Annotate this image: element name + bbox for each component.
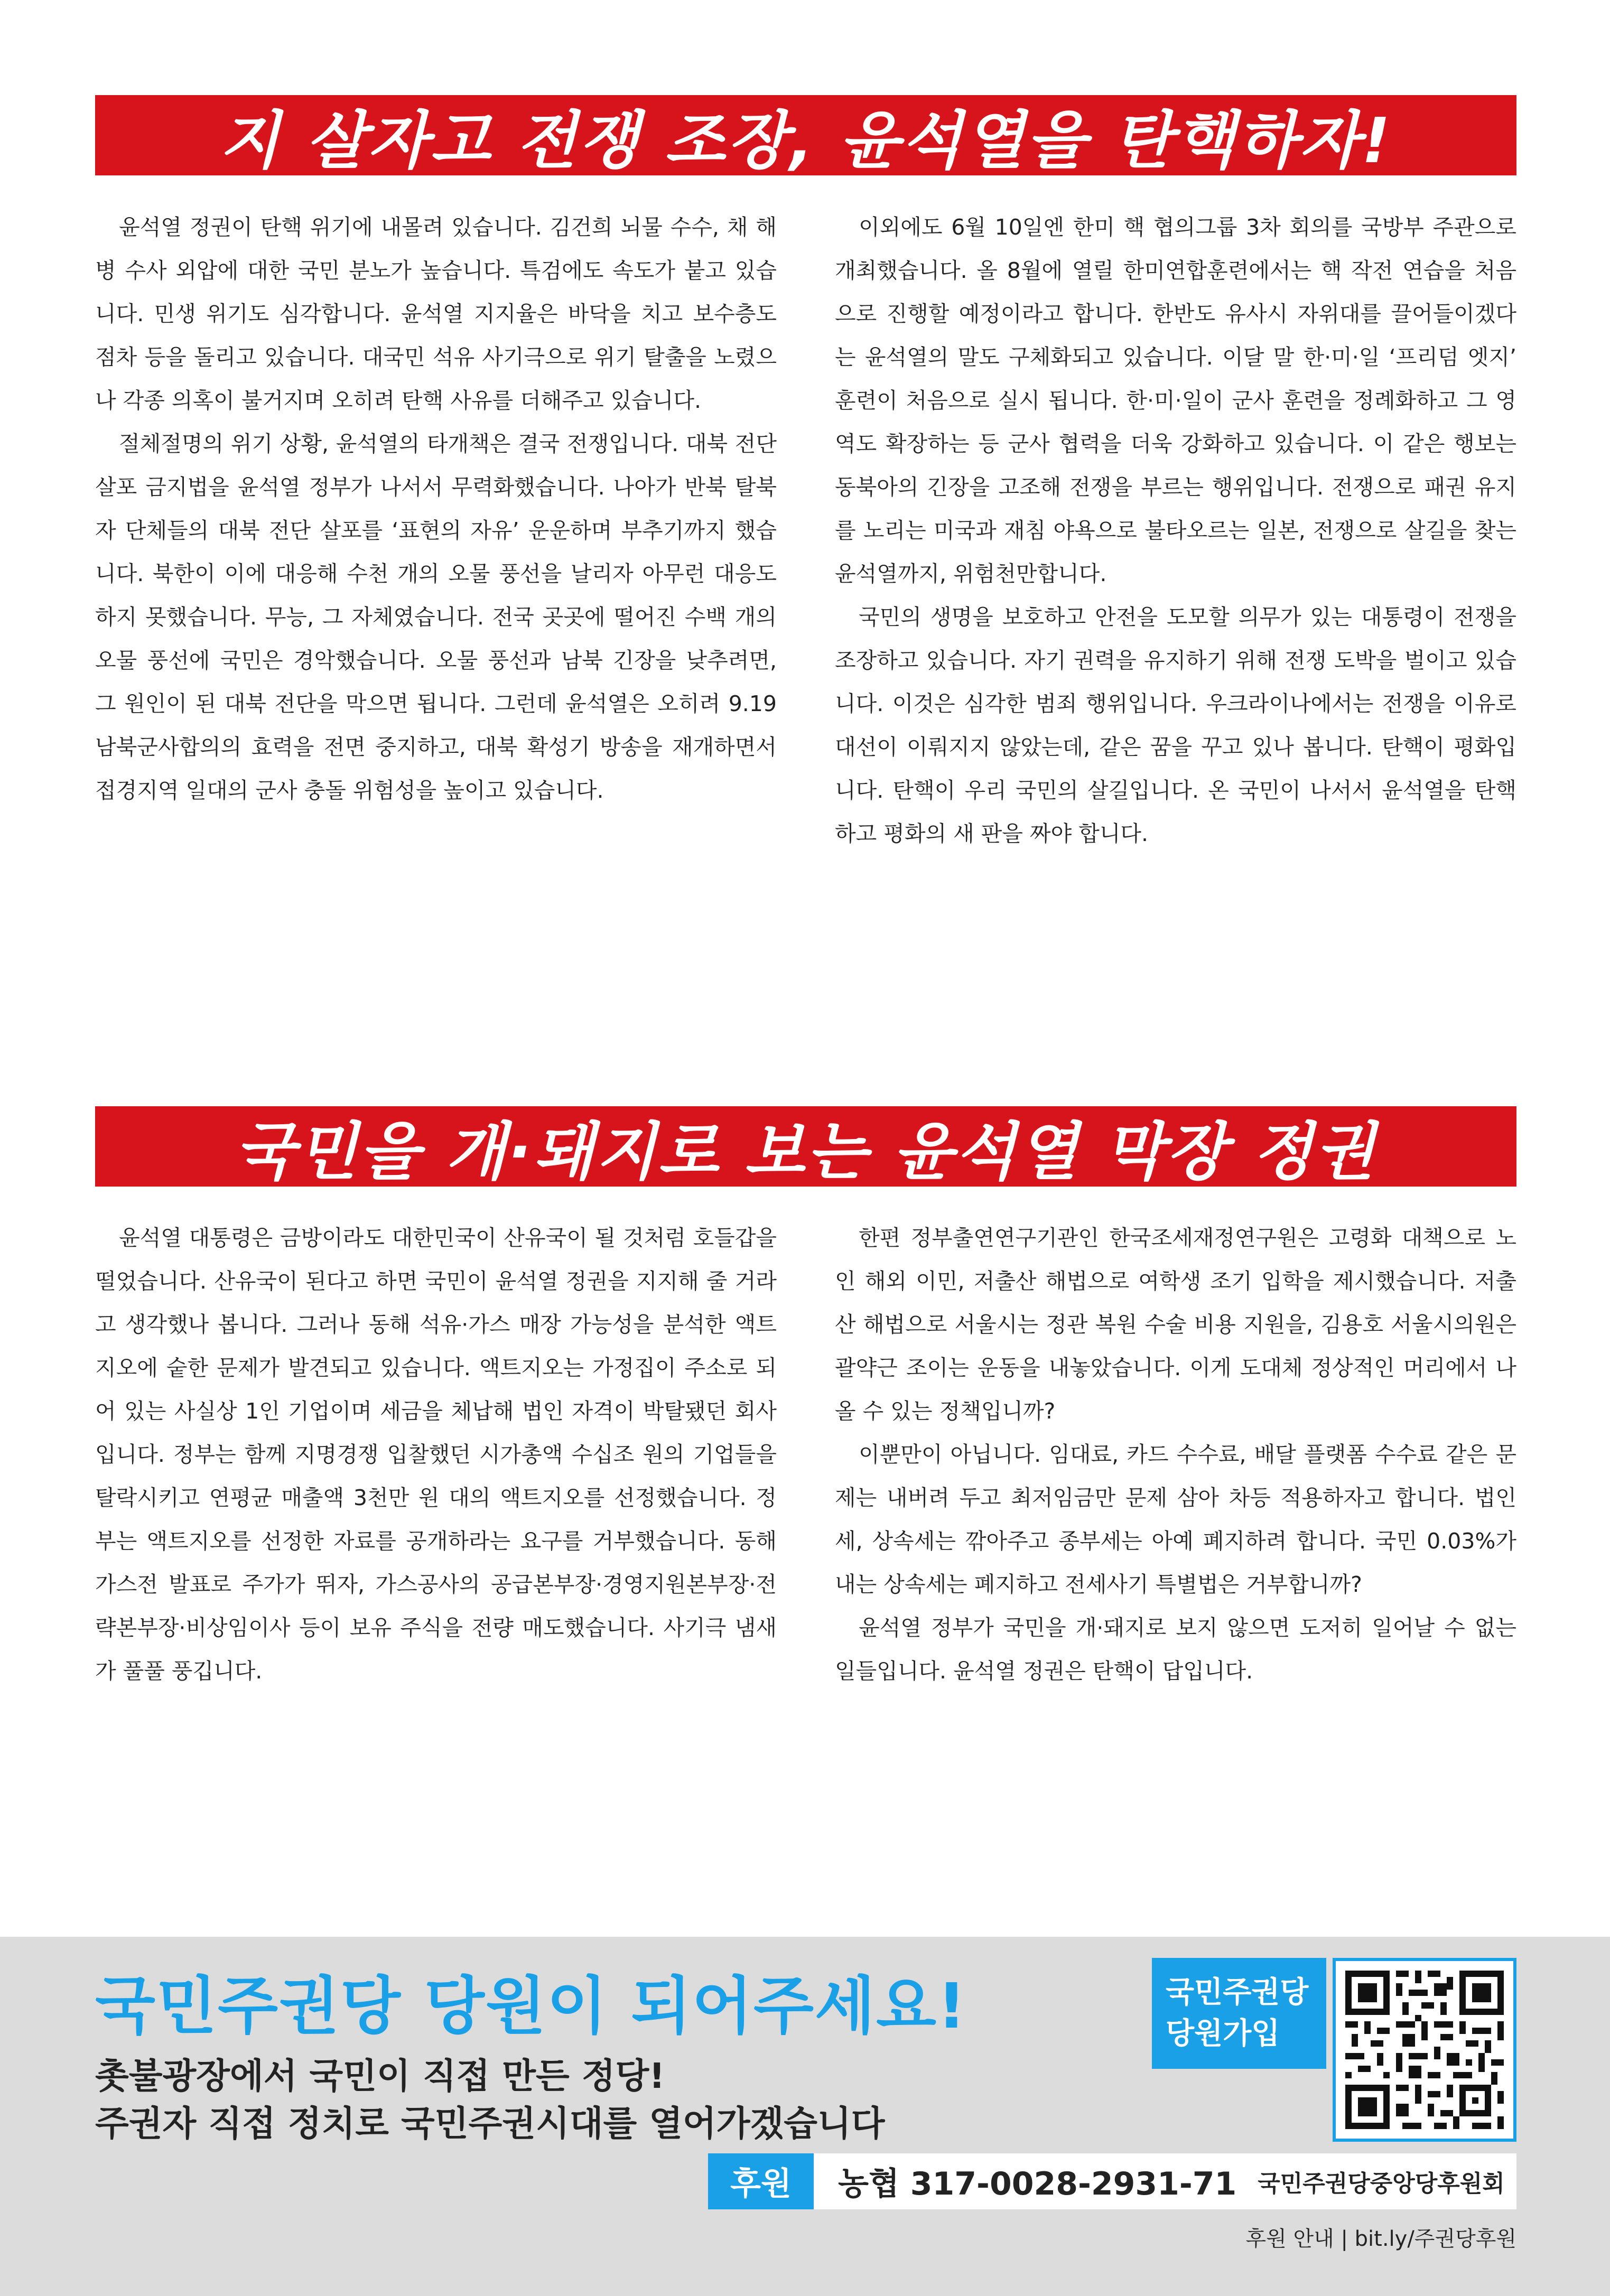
- article-2-right-column: [835, 1216, 1516, 1693]
- paragraph: 윤석열 대통령은 금방이라도 대한민국이 산유국이 될 것처럼 호들갑을 떨었습니다. 산유국이 된다고 하면 국민이 윤석열 정권을 지지해 줄 거라고 생각했나 봅니다. 그러나 동해 석유·가스 매장 가능성을 분석한 액트지오에 숱한 문제가 발견되고 있습니다. 액트지오는 가정집이 주소로 되어 있는 사실상 1인 기업이며 세금을 체납해 법인 자격이 박탈됐던 회사입니다. 정부는 함께 지명경쟁 입찰했던 시가총액 수십조 원의 기업들을 탈락시키고 연평균 매출액 3천만 원 대의 액트지오를 선정했습니다. 정부는 액트지오를 선정한 자료를 공개하라는 요구를 거부했습니다. 동해 가스전 발표로 주가가 뛰자, 가스공사의 공급본부장·경영지원본부장·전략본부장·비상임이사 등이 보유 주식을 전량 매도했습니다. 사기극 냄새가 풀풀 풍깁니다.: [95, 1225, 777, 1684]
- article-1-right-column: [835, 206, 1516, 855]
- paragraph: 이뿐만이 아닙니다. 임대료, 카드 수수료, 배달 플랫폼 수수료 같은 문제는 내버려 두고 최저임금만 문제 삼아 차등 적용하자고 합니다. 법인세, 상속세는 깎아주고 종부세는 아예 폐지하려 합니다. 국민 0.03%가 내는 상속세는 폐지하고 전세사기 특별법은 거부합니까?: [835, 1442, 1516, 1597]
- article-2-left-column: [95, 1216, 777, 1693]
- headline-2: 국민을 개·돼지로 보는 윤석열 막장 정권: [234, 1115, 1378, 1187]
- headline-banner-2: [95, 1106, 1516, 1187]
- paragraph: 한편 정부출연연구기관인 한국조세재정연구원은 고령화 대책으로 노인 해외 이민, 저출산 해법으로 여학생 조기 입학을 제시했습니다. 저출산 해법으로 서울시는 정관 복원 수술 비용 지원을, 김용호 서울시의원은 괄약근 조이는 운동을 내놓았습니다. 이게 도대체 정상적인 머리에서 나올 수 있는 정책입니까?: [835, 1225, 1516, 1424]
- article-1-left-column: [95, 206, 777, 812]
- paragraph: 윤석열 정권이 탄핵 위기에 내몰려 있습니다. 김건희 뇌물 수수, 채 해병 수사 외압에 대한 국민 분노가 높습니다. 특검에도 속도가 붙고 있습니다. 민생 위기도 심각합니다. 윤석열 지지율은 바닥을 치고 보수층도 점차 등을 돌리고 있습니다. 대국민 석유 사기극으로 위기 탈출을 노렸으나 각종 의혹이 불거지며 오히려 탄핵 사유를 더해주고 있습니다.: [95, 214, 777, 413]
- qr-code-icon: [1345, 1971, 1504, 2129]
- join-badge-line-1: 국민주권당: [1166, 1975, 1309, 2010]
- paragraph: 절체절명의 위기 상황, 윤석열의 타개책은 결국 전쟁입니다. 대북 전단 살포 금지법을 윤석열 정부가 나서서 무력화했습니다. 나아가 반북 탈북자 단체들의 대북 전단 살포를 ‘표현의 자유’ 운운하며 부추기까지 했습니다. 북한이 이에 대응해 수천 개의 오물 풍선을 날리자 아무런 대응도 하지 못했습니다. 무능, 그 자체였습니다. 전국 곳곳에 떨어진 수백 개의 오물 풍선에 국민은 경악했습니다. 오물 풍선과 남북 긴장을 낮추려면, 그 원인이 된 대북 전단을 막으면 됩니다. 그런데 윤석열은 오히려 9.19남북군사합의의 효력을 전면 중지하고, 대북 확성기 방송을 재개하면서 접경지역 일대의 군사 충돌 위험성을 높이고 있습니다.: [95, 431, 777, 803]
- footer-slogan-1: 촛불광장에서 국민이 직접 만든 정당!: [95, 2056, 665, 2096]
- footer-title: 국민주권당 당원이 되어주세요!: [95, 1970, 967, 2042]
- donation-account: 농협 317-0028-2931-71: [838, 2166, 1237, 2202]
- join-badge[interactable]: [1152, 1958, 1326, 2069]
- donation-label: 후원: [708, 2153, 814, 2209]
- membership-footer: [0, 1937, 1610, 2296]
- headline-1: 지 살자고 전쟁 조장, 윤석열을 탄핵하자!: [219, 104, 1392, 175]
- paragraph: 윤석열 정부가 국민을 개·돼지로 보지 않으면 도저히 일어날 수 없는 일들입니다. 윤석열 정권은 탄핵이 답입니다.: [835, 1615, 1516, 1684]
- donation-bar: [708, 2153, 1516, 2209]
- footer-slogan-2: 주권자 직접 정치로 국민주권시대를 열어가겠습니다: [95, 2103, 885, 2144]
- join-badge-line-2: 당원가입: [1166, 2017, 1280, 2051]
- donation-account-holder: 국민주권당중앙당후원회: [1258, 2170, 1505, 2197]
- paragraph: 이외에도 6월 10일엔 한미 핵 협의그룹 3차 회의를 국방부 주관으로 개최했습니다. 올 8월에 열릴 한미연합훈련에서는 핵 작전 연습을 처음으로 진행할 예정이라고 합니다. 한반도 유사시 자위대를 끌어들이겠다는 윤석열의 말도 구체화되고 있습니다. 이달 말 한·미·일 ‘프리덤 엣지’ 훈련이 처음으로 실시 됩니다. 한·미·일이 군사 훈련을 정례화하고 그 영역도 확장하는 등 군사 협력을 더욱 강화하고 있습니다. 이 같은 행보는 동북아의 긴장을 고조해 전쟁을 부르는 행위입니다. 전쟁으로 패권 유지를 노리는 미국과 재침 야욕으로 불타오르는 일본, 전쟁으로 살길을 찾는 윤석열까지, 위험천만합니다.: [835, 214, 1516, 586]
- qr-code[interactable]: [1333, 1958, 1516, 2142]
- donation-info-link[interactable]: 후원 안내 | bit.ly/주권당후원: [1245, 2227, 1516, 2251]
- headline-banner-1: [95, 95, 1516, 175]
- paragraph: 국민의 생명을 보호하고 안전을 도모할 의무가 있는 대통령이 전쟁을 조장하고 있습니다. 자기 권력을 유지하기 위해 전쟁 도박을 벌이고 있습니다. 이것은 심각한 범죄 행위입니다. 우크라이나에서는 전쟁을 이유로 대선이 이뤄지지 않았는데, 같은 꿈을 꾸고 있나 봅니다. 탄핵이 평화입니다. 탄핵이 우리 국민의 살길입니다. 온 국민이 나서서 윤석열을 탄핵하고 평화의 새 판을 짜야 합니다.: [835, 604, 1516, 846]
